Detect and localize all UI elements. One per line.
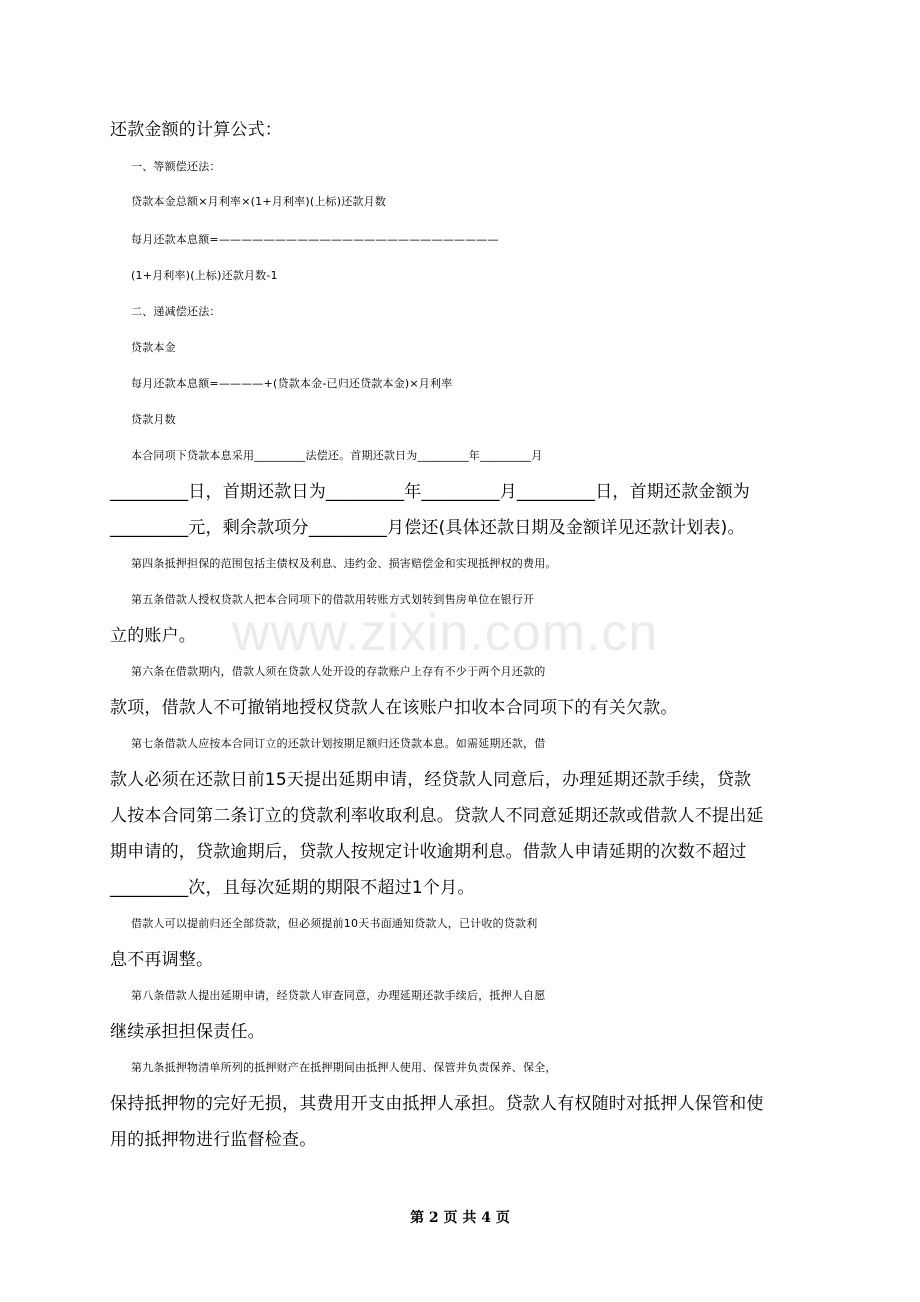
paragraph-line: 第五条借款人授权贷款人把本合同项下的借款用转账方式划转到售房单位在银行开 (131, 593, 535, 606)
paragraph-line: 第九条抵押物清单所列的抵押财产在抵押期间由抵押人使用、保管并负责保养、保全， (131, 1061, 557, 1074)
formula-denominator: (1+月利率)(上标)还款月数-1 (131, 269, 278, 282)
paragraph-line: 期申请的，贷款逾期后，贷款人按规定计收逾期利息。借款人申请延期的次数不超过 (110, 842, 747, 862)
paragraph-line: 第七条借款人应按本合同订立的还款计划按期足额归还贷款本息。如需延期还款，借 (131, 737, 546, 750)
paragraph-line: 借款人可以提前归还全部贷款，但必须提前10天书面通知贷款人，已计收的贷款利 (131, 917, 538, 930)
formula-denominator: 贷款月数 (131, 413, 176, 426)
paragraph-line: 立的账户。 (110, 626, 196, 646)
paragraph-line: 第六条在借款期内，借款人须在贷款人处开设的存款账户上存有不少于两个月还款的 (131, 665, 546, 678)
paragraph-line: 息不再调整。 (110, 950, 214, 970)
paragraph-line: 款人必须在还款日前15天提出延期申请，经贷款人同意后，办理延期还款手续，贷款 (110, 770, 752, 790)
paragraph-line: 第八条借款人提出延期申请，经贷款人审查同意，办理延期还款手续后，抵押人自愿 (131, 989, 546, 1002)
paragraph-line: 本合同项下贷款本息采用_________法偿还。首期还款日为_________年_________月 (131, 449, 543, 462)
method-heading: 二、递减偿还法： (131, 305, 221, 318)
formula-label: 每月还款本息额=————————————————————————— (131, 233, 499, 246)
page-footer: 第 2 页 共 4 页 (410, 1210, 510, 1226)
paragraph-line: _________次，且每次延期的期限不超过1个月。 (110, 878, 475, 898)
paragraph-line: 保持抵押物的完好无损，其费用开支由抵押人承担。贷款人有权随时对抵押人保管和使 (110, 1094, 764, 1114)
paragraph-line: 用的抵押物进行监督检查。 (110, 1130, 317, 1150)
paragraph-line: _________元，剩余款项分_________月偿还(具体还款日期及金额详见还款计划表)。 (110, 518, 745, 538)
paragraph-line: 第四条抵押担保的范围包括主债权及利息、违约金、损害赔偿金和实现抵押权的费用。 (131, 557, 557, 570)
paragraph-line: _________日，首期还款日为_________年_________月_________日，首期还款金额为 (110, 482, 750, 502)
formula-numerator: 贷款本金总额×月利率×(1+月利率)(上标)还款月数 (131, 195, 387, 208)
method-heading: 一、等额偿还法： (131, 160, 221, 173)
paragraph-line: 款项，借款人不可撤销地授权贷款人在该账户扣收本合同项下的有关欠款。 (110, 698, 678, 718)
formula-numerator: 贷款本金 (131, 341, 176, 354)
section-heading: 还款金额的计算公式： (110, 120, 282, 140)
paragraph-line: 继续承担担保责任。 (110, 1022, 265, 1042)
watermark: www.zixin.com.cn (232, 604, 659, 662)
paragraph-line: 人按本合同第二条订立的贷款利率收取利息。贷款人不同意延期还款或借款人不提出延 (110, 806, 764, 826)
formula-label: 每月还款本息额=————+(贷款本金-已归还贷款本金)×月利率 (131, 377, 453, 390)
